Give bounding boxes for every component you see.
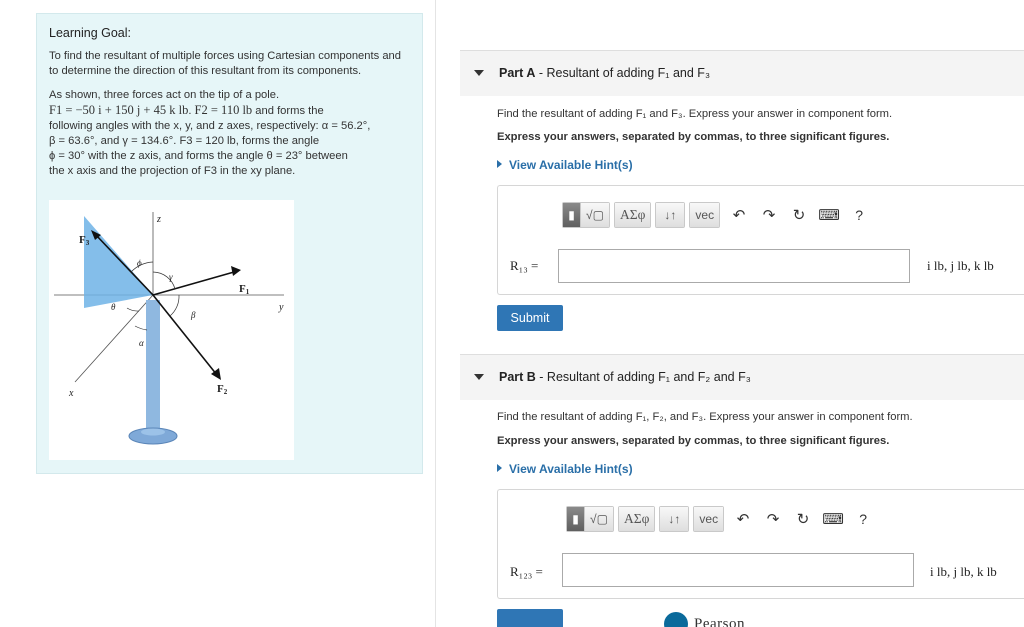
f3-label: F3 xyxy=(79,234,90,247)
part-b-instruction-2: Express your answers, separated by commas, to three significant figures. xyxy=(497,435,890,447)
f2-arrow xyxy=(153,295,217,375)
gamma-label: γ xyxy=(169,272,173,282)
alpha-label: α xyxy=(139,338,144,348)
redo-icon[interactable]: ↷ xyxy=(766,511,780,528)
theta-arc xyxy=(127,308,139,311)
phi-label: ϕ xyxy=(137,258,142,268)
part-a-units: i lb, j lb, k lb xyxy=(927,258,994,273)
greek-symbols-button[interactable]: ΑΣφ xyxy=(615,203,650,227)
force-diagram-svg xyxy=(49,200,294,460)
part-a-header[interactable] xyxy=(460,50,1024,96)
f1-label: F1 xyxy=(239,283,250,296)
part-b-label: Part B xyxy=(499,370,536,384)
part-b-hint-link[interactable]: View Available Hint(s) xyxy=(497,462,633,476)
part-a-title: - Resultant of adding F₁ and F₃ xyxy=(535,66,711,80)
statement-line-6: the x axis and the projection of F3 in the xy plane. xyxy=(49,165,296,177)
part-b-instruction: Find the resultant of adding F₁, F₂, and F₃. Express your answer in component form. xyxy=(497,411,913,423)
statement-line-2-tail: and forms the xyxy=(255,105,324,117)
part-a-math-toolbar xyxy=(562,202,874,228)
part-a-hint-link[interactable]: View Available Hint(s) xyxy=(497,158,633,172)
part-b-answer-input[interactable] xyxy=(562,553,914,587)
greek-symbols-button[interactable]: ΑΣφ xyxy=(619,507,654,531)
reset-icon[interactable]: ↻ xyxy=(796,511,810,528)
help-icon[interactable]: ? xyxy=(855,207,863,223)
part-b-variable-label: R₁₂₃ = xyxy=(510,564,543,579)
beta-arc xyxy=(170,295,179,316)
redo-icon[interactable]: ↷ xyxy=(762,207,776,224)
statement-f2: F2 = 110 lb xyxy=(194,103,253,117)
pearson-brand-text: Pearson xyxy=(694,615,745,627)
part-b-title: - Resultant of adding F₁ and F₂ and F₃ xyxy=(535,370,751,384)
f2-label: F2 xyxy=(217,383,228,396)
collapse-triangle-icon[interactable] xyxy=(474,374,484,380)
pole-base-top xyxy=(141,429,165,436)
sort-icon[interactable]: ↓↑ xyxy=(656,203,684,227)
force-diagram xyxy=(49,200,294,460)
part-a-answer-input[interactable] xyxy=(558,249,910,283)
keyboard-icon[interactable]: ⌨ xyxy=(822,511,844,528)
pearson-logo-icon xyxy=(664,612,688,627)
sort-icon[interactable]: ↓↑ xyxy=(660,507,688,531)
part-b-submit-button[interactable] xyxy=(497,609,563,627)
reset-icon[interactable]: ↻ xyxy=(792,207,806,224)
sqrt-template-button[interactable]: √▢ xyxy=(585,507,613,531)
statement-line-3: following angles with the x, y, and z axes, respectively: α = 56.2°, xyxy=(49,120,371,132)
part-a-answer-box xyxy=(497,185,1024,295)
part-b-header[interactable] xyxy=(460,354,1024,400)
beta-label: β xyxy=(191,310,196,320)
statement-line-5: ϕ = 30° with the z axis, and forms the angle θ = 23° between xyxy=(49,150,348,162)
phi-arc xyxy=(131,262,153,272)
pearson-logo xyxy=(664,612,745,627)
statement-line-4: β = 63.6°, and γ = 134.6°. F3 = 120 lb, forms the angle xyxy=(49,135,320,147)
part-a-label: Part A xyxy=(499,66,536,80)
vec-button[interactable]: vec xyxy=(690,203,719,227)
y-label: y xyxy=(279,302,284,313)
part-b-math-toolbar xyxy=(566,506,878,532)
template-icon[interactable]: ▮ xyxy=(563,203,581,227)
statement-f1: F1 = −50 i + 150 j + 45 k lb xyxy=(49,103,189,117)
learning-goal-intro: To find the resultant of multiple forces using Cartesian components and to determine the direction of this resultant from its components. xyxy=(49,50,401,77)
f3-plane xyxy=(84,216,153,308)
z-label: z xyxy=(157,214,161,225)
collapse-triangle-icon[interactable] xyxy=(474,70,484,76)
keyboard-icon[interactable]: ⌨ xyxy=(818,207,840,224)
template-icon[interactable]: ▮ xyxy=(567,507,585,531)
undo-icon[interactable]: ↶ xyxy=(736,511,750,528)
learning-goal-panel xyxy=(36,13,423,474)
vec-button[interactable]: vec xyxy=(694,507,723,531)
theta-label: θ xyxy=(111,302,116,312)
undo-icon[interactable]: ↶ xyxy=(732,207,746,224)
f1-arrowhead xyxy=(231,266,241,276)
part-b-units: i lb, j lb, k lb xyxy=(930,564,997,579)
alpha-arc xyxy=(135,326,147,330)
part-a-instruction: Find the resultant of adding F₁ and F₃. Express your answer in component form. xyxy=(497,108,893,120)
problem-statement: As shown, three forces act on the tip of a pole. F1 = −50 i + 150 j + 45 k lb. F2 = 110 lb and forms the following angles with the x, y, and z axes, respectively: α = 56.2°, β = 63.6°, and γ = 134.6°. F3 = 120 lb, forms the angle ϕ = 30° with the z axis, and forms the angle θ = 23° between the x axis and the projection of F3 in the xy plane. xyxy=(49,89,371,177)
part-a-variable-label: R₁₃ = xyxy=(510,258,539,273)
column-divider xyxy=(435,0,436,627)
statement-line-1: As shown, three forces act on the tip of a pole. xyxy=(49,89,280,101)
part-a-instruction-2: Express your answers, separated by commas, to three significant figures. xyxy=(497,131,890,143)
sqrt-template-button[interactable]: √▢ xyxy=(581,203,609,227)
part-b-answer-box xyxy=(497,489,1024,599)
x-label: x xyxy=(69,388,74,399)
hint-arrow-icon xyxy=(497,160,502,168)
learning-goal-heading: Learning Goal: xyxy=(49,26,132,40)
hint-arrow-icon xyxy=(497,464,502,472)
pole xyxy=(146,300,160,430)
help-icon[interactable]: ? xyxy=(859,511,867,527)
part-a-submit-button[interactable]: Submit xyxy=(497,305,563,331)
